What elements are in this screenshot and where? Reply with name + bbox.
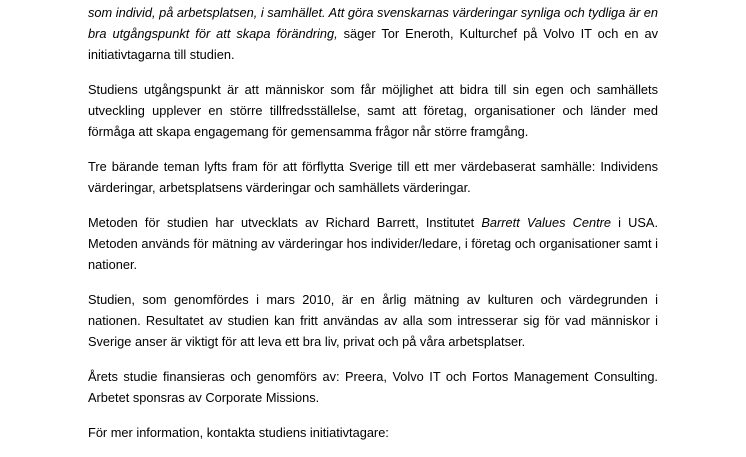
paragraph-quote [88, 2, 658, 65]
institute-name: Barrett Values Centre [481, 215, 612, 230]
paragraph-themes: Tre bärande teman lyfts fram för att förflytta Sverige till ett mer värdebaserat samhälle: Individens värderingar, arbetsplatsens värderingar och samhällets värderingar. [88, 159, 658, 195]
method-text-after: i USA. Metoden används för mätning av värderingar hos individer/ledare, i företag och organisationer samt i nationer. [88, 215, 658, 272]
paragraph-funding: Årets studie finansieras och genomförs av: Preera, Volvo IT och Fortos Management Consulting. Arbetet sponsras av Corporate Missions. [88, 369, 658, 405]
paragraph-method [88, 212, 658, 275]
quote-attribution: säger Tor Eneroth, Kulturchef på Volvo IT och en av initiativtagarna till studien. [88, 26, 658, 62]
paragraph-study: Studien, som genomfördes i mars 2010, är en årlig mätning av kulturen och värdegrunden i nationen. Resultatet av studien kan fritt användas av alla som intresserar sig för vad människor i Sverige anser är viktigt för att leva ett bra liv, privat och på våra arbetsplatser. [88, 292, 658, 349]
quote-text: som individ, på arbetsplatsen, i samhället. Att göra svenskarnas värderingar synliga och tydliga är en bra utgångspunkt för att skapa förändring, [88, 5, 658, 41]
method-text-before: Metoden för studien har utvecklats av Richard Barrett, Institutet [88, 215, 482, 230]
paragraph-premise: Studiens utgångspunkt är att människor som får möjlighet att bidra till sin egen och samhällets utveckling upplever en större tillfredsställelse, samt att företag, organisationer och länder med förmåga att skapa engagemang för gemensamma frågor når större framgång. [88, 82, 658, 139]
paragraph-contact: För mer information, kontakta studiens initiativtagare: [88, 425, 389, 440]
document-page [88, 0, 658, 457]
